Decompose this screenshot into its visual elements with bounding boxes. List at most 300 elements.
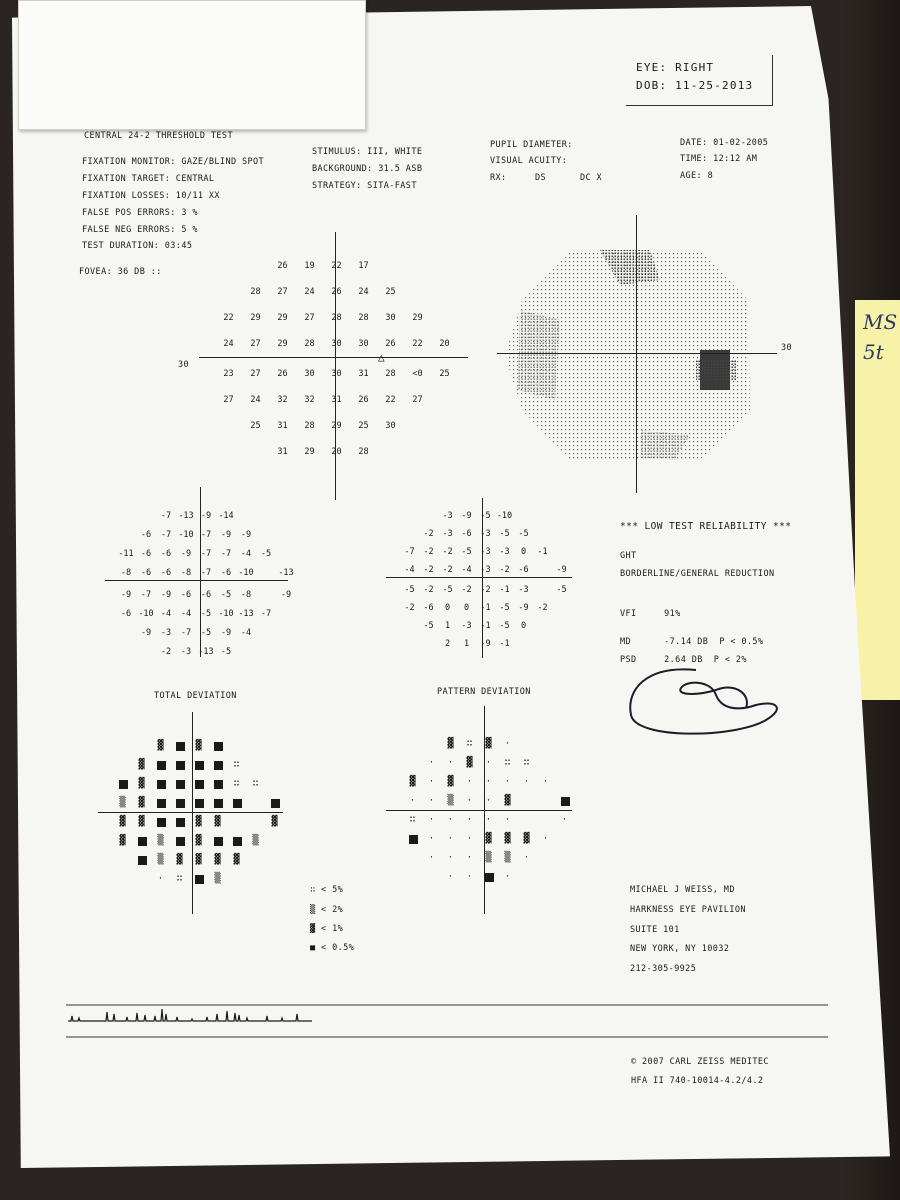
param-line: TEST DURATION: 03:45	[82, 241, 193, 251]
probability-normal-dot: ·	[466, 776, 473, 787]
threshold-value: 17	[358, 261, 369, 272]
pattern-deviation-value: -5	[442, 585, 453, 596]
vfi-value: VFI 91%	[620, 609, 681, 619]
total-deviation-value: -7	[260, 608, 272, 619]
probability-normal-dot: ·	[428, 795, 435, 806]
total-deviation-value: -9	[200, 510, 212, 521]
total-deviation-value: -5	[220, 646, 232, 657]
probability-normal-dot: ·	[523, 852, 530, 863]
probability-symbol: ▒	[447, 794, 454, 806]
threshold-value: 32	[277, 395, 288, 406]
pattern-deviation-value: -3	[480, 564, 491, 575]
probability-black-square	[119, 780, 128, 789]
ght-label: GHT	[620, 551, 637, 561]
probability-symbol: ▓	[504, 794, 511, 806]
probability-normal-dot: ·	[466, 852, 473, 863]
pattern-deviation-value: -5	[423, 621, 434, 632]
total-deviation-value: -7	[180, 627, 192, 638]
pattern-deviation-value: -4	[404, 564, 415, 575]
pattern-deviation-value: -1	[537, 546, 548, 557]
fovea-label: FOVEA: 36 DB ::	[79, 267, 162, 277]
probability-black-square	[176, 742, 185, 751]
probability-symbol: ∷	[252, 777, 259, 789]
probability-normal-dot: ·	[447, 852, 454, 863]
probability-symbol: ▓	[214, 853, 221, 865]
param-line: DATE: 01-02-2005	[680, 138, 769, 148]
probability-symbol: ▒	[157, 834, 164, 846]
gaze-tracking-strip	[66, 1004, 828, 1038]
total-deviation-value: -13	[178, 510, 194, 521]
grayscale-map	[500, 240, 770, 470]
probability-normal-dot: ·	[428, 852, 435, 863]
probability-black-square	[485, 873, 494, 882]
probability-black-square	[157, 818, 166, 827]
total-deviation-value: -6	[160, 548, 172, 559]
probability-normal-dot: ·	[542, 833, 549, 844]
pattern-deviation-value: -1	[499, 585, 510, 596]
total-deviation-value: -9	[280, 589, 292, 600]
probability-black-square	[157, 761, 166, 770]
total-deviation-value: -9	[180, 548, 192, 559]
threshold-value: 24	[304, 287, 315, 298]
threshold-value: 20	[439, 339, 450, 350]
total-deviation-value: -9	[240, 529, 252, 540]
threshold-value: 27	[223, 395, 234, 406]
param-line: TIME: 12:12 AM	[680, 154, 758, 164]
threshold-value: 27	[304, 313, 315, 324]
probability-symbol: ∷	[466, 737, 473, 749]
threshold-value: 25	[385, 287, 396, 298]
param-line: BACKGROUND: 31.5 ASB	[312, 164, 423, 174]
pattern-deviation-value: 2	[444, 639, 451, 650]
total-deviation-value: -9	[120, 589, 132, 600]
probability-black-square	[214, 837, 223, 846]
total-deviation-value: -3	[160, 627, 172, 638]
threshold-value: 28	[331, 313, 342, 324]
threshold-value: 27	[277, 287, 288, 298]
reliability-warning: *** LOW TEST RELIABILITY ***	[620, 521, 792, 532]
probability-symbol: ∷	[523, 756, 530, 768]
probability-symbol: ▒	[157, 853, 164, 865]
pattern-deviation-value: -5	[499, 621, 510, 632]
pattern-deviation-value: 1	[463, 639, 470, 650]
param-line: FALSE POS ERRORS: 3 %	[82, 208, 198, 218]
probability-black-square	[176, 761, 185, 770]
sticky-note-line: 5t	[863, 340, 884, 364]
threshold-value: 31	[358, 369, 369, 380]
probability-black-square	[233, 837, 242, 846]
probability-normal-dot: ·	[428, 833, 435, 844]
total-deviation-value: -4	[240, 548, 252, 559]
probability-black-square	[195, 761, 204, 770]
pattern-deviation-value: 0	[463, 603, 470, 614]
threshold-value: 29	[304, 447, 315, 458]
threshold-value: 19	[304, 261, 315, 272]
pattern-deviation-value: -1	[480, 603, 491, 614]
threshold-value: 30	[385, 421, 396, 432]
total-deviation-value: -7	[220, 548, 232, 559]
total-deviation-value: -13	[278, 567, 294, 578]
pattern-deviation-value: -3	[461, 621, 472, 632]
total-deviation-value: -6	[200, 589, 212, 600]
param-line: STRATEGY: SITA-FAST	[312, 181, 417, 191]
probability-black-square	[176, 780, 185, 789]
pattern-deviation-value: -3	[480, 546, 491, 557]
total-deviation-value: -5	[200, 627, 212, 638]
probability-symbol: ▓	[523, 832, 530, 844]
probability-symbol: ▓	[466, 756, 473, 768]
probability-normal-dot: ·	[504, 814, 511, 825]
probability-symbol: ▓	[195, 739, 202, 751]
probability-black-square	[195, 780, 204, 789]
total-deviation-value: -6	[120, 608, 132, 619]
threshold-value: 28	[358, 447, 369, 458]
probability-black-square	[195, 799, 204, 808]
total-dev-x-axis	[105, 580, 288, 581]
probability-black-square	[176, 837, 185, 846]
total-deviation-value: -9	[140, 627, 152, 638]
pattern-deviation-value: -3	[480, 528, 491, 539]
probability-normal-dot: ·	[447, 814, 454, 825]
pattern-deviation-value: -5	[499, 603, 510, 614]
probability-normal-dot: ·	[157, 873, 164, 884]
pattern-deviation-value: -5	[518, 528, 529, 539]
blind-spot-marker: △	[378, 351, 386, 364]
probability-symbol: ▒	[485, 851, 492, 863]
probability-black-square	[138, 837, 147, 846]
total-deviation-value: -7	[200, 529, 212, 540]
total-deviation-value: -6	[220, 567, 232, 578]
dob-label: DOB: 11-25-2013	[636, 79, 754, 92]
probability-normal-dot: ·	[466, 833, 473, 844]
threshold-value: 30	[331, 339, 342, 350]
probability-symbol: ▓	[271, 815, 278, 827]
pattern-deviation-value: -2	[404, 603, 415, 614]
pattern-deviation-value: -5	[461, 546, 472, 557]
pattern-deviation-value: -6	[423, 603, 434, 614]
probability-symbol: ▒	[504, 851, 511, 863]
threshold-value: 30	[331, 369, 342, 380]
threshold-value: 26	[358, 395, 369, 406]
probability-symbol: ▓	[138, 815, 145, 827]
grayscale-axis-label: 30	[781, 343, 793, 353]
probability-normal-dot: ·	[523, 776, 530, 787]
pattern-deviation-value: -2	[423, 564, 434, 575]
total-deviation-value: -6	[160, 567, 172, 578]
total-deviation-value: -7	[140, 589, 152, 600]
probability-symbol: ∷	[409, 813, 416, 825]
pattern-deviation-value: -2	[442, 564, 453, 575]
total-symbol-x-axis	[98, 812, 283, 813]
probability-normal-dot: ·	[485, 795, 492, 806]
probability-black-square	[561, 797, 570, 806]
pattern-deviation-value: -2	[423, 585, 434, 596]
threshold-value: 30	[358, 339, 369, 350]
threshold-value: 28	[385, 369, 396, 380]
total-deviation-value: -13	[198, 646, 214, 657]
threshold-value: 26	[331, 287, 342, 298]
probability-symbol: ▓	[447, 737, 454, 749]
threshold-value: 29	[250, 313, 261, 324]
probability-symbol: ∷	[504, 756, 511, 768]
pattern-deviation-value: -10	[496, 510, 513, 521]
test-name: CENTRAL 24-2 THRESHOLD TEST	[84, 131, 233, 141]
probability-normal-dot: ·	[466, 814, 473, 825]
threshold-value: 31	[277, 421, 288, 432]
threshold-value: 30	[385, 313, 396, 324]
pattern-deviation-value: 0	[520, 546, 527, 557]
paper-slip-overlay	[18, 0, 366, 130]
legend-item: ■ < 0.5%	[310, 943, 355, 953]
param-line: STIMULUS: III, WHITE	[312, 147, 423, 157]
threshold-value: 25	[358, 421, 369, 432]
threshold-value: 29	[277, 313, 288, 324]
threshold-value: 31	[331, 395, 342, 406]
total-deviation-value: -6	[140, 548, 152, 559]
threshold-y-axis	[335, 232, 336, 500]
threshold-value: 32	[304, 395, 315, 406]
total-deviation-value: -6	[180, 589, 192, 600]
total-deviation-label: TOTAL DEVIATION	[154, 691, 237, 701]
probability-normal-dot: ·	[504, 738, 511, 749]
param-line: RX:	[490, 173, 507, 183]
probability-normal-dot: ·	[504, 776, 511, 787]
probability-normal-dot: ·	[447, 757, 454, 768]
probability-black-square	[176, 799, 185, 808]
param-line: VISUAL ACUITY:	[490, 156, 568, 166]
threshold-value: 27	[412, 395, 423, 406]
total-deviation-value: -13	[238, 608, 254, 619]
total-deviation-value: -7	[200, 548, 212, 559]
total-deviation-value: -8	[120, 567, 132, 578]
pattern-deviation-value: -2	[480, 585, 491, 596]
probability-symbol: ∷	[176, 872, 183, 884]
threshold-value: 22	[412, 339, 423, 350]
probability-symbol: ▓	[447, 775, 454, 787]
probability-symbol: ▓	[138, 796, 145, 808]
threshold-value: 29	[412, 313, 423, 324]
legend-item: ▓ < 1%	[310, 924, 344, 934]
threshold-value: 30	[304, 369, 315, 380]
legend-item: ▒ < 2%	[310, 905, 344, 915]
probability-normal-dot: ·	[428, 776, 435, 787]
device-model: HFA II 740-10014-4.2/4.2	[631, 1076, 764, 1086]
param-line: FALSE NEG ERRORS: 5 %	[82, 225, 198, 235]
sticky-note-line: MS	[863, 310, 898, 334]
pattern-deviation-value: 0	[520, 621, 527, 632]
threshold-value: 24	[358, 287, 369, 298]
pattern-dev-y-axis	[482, 498, 483, 658]
probability-normal-dot: ·	[485, 814, 492, 825]
threshold-value: <0	[412, 369, 423, 380]
total-deviation-value: -6	[140, 529, 152, 540]
probability-normal-dot: ·	[485, 776, 492, 787]
total-deviation-value: -2	[160, 646, 172, 657]
probability-symbol: ▓	[195, 815, 202, 827]
threshold-value: 22	[223, 313, 234, 324]
total-deviation-value: -7	[160, 510, 172, 521]
probability-normal-dot: ·	[561, 814, 568, 825]
total-deviation-value: -10	[238, 567, 254, 578]
sticky-note	[855, 300, 900, 700]
threshold-value: 22	[331, 261, 342, 272]
probability-normal-dot: ·	[428, 757, 435, 768]
probability-black-square	[157, 799, 166, 808]
param-line: AGE: 8	[680, 171, 714, 181]
threshold-value: 25	[250, 421, 261, 432]
probability-symbol: ▓	[195, 853, 202, 865]
probability-symbol: ▓	[485, 832, 492, 844]
pattern-deviation-value: -9	[480, 639, 491, 650]
probability-symbol: ▒	[252, 834, 259, 846]
pattern-deviation-label: PATTERN DEVIATION	[437, 687, 531, 697]
probability-normal-dot: ·	[504, 871, 511, 882]
threshold-value: 26	[277, 261, 288, 272]
threshold-x-axis	[199, 357, 468, 358]
probability-black-square	[157, 780, 166, 789]
probability-symbol: ▓	[214, 815, 221, 827]
pattern-deviation-value: -3	[499, 546, 510, 557]
grayscale-y-axis	[636, 215, 637, 493]
total-deviation-value: -9	[220, 529, 232, 540]
probability-symbol: ▓	[504, 832, 511, 844]
pattern-symbol-x-axis	[386, 810, 572, 811]
pattern-deviation-value: -2	[423, 546, 434, 557]
total-deviation-value: -7	[160, 529, 172, 540]
total-deviation-value: -10	[178, 529, 194, 540]
pattern-deviation-value: -1	[480, 621, 491, 632]
threshold-value: 29	[331, 421, 342, 432]
pattern-deviation-value: -7	[404, 546, 415, 557]
param-line: FIXATION MONITOR: GAZE/BLIND SPOT	[82, 157, 265, 167]
probability-symbol: ▓	[119, 815, 126, 827]
pattern-deviation-value: -9	[518, 603, 529, 614]
probability-symbol: ▓	[485, 737, 492, 749]
probability-black-square	[409, 835, 418, 844]
probability-symbol: ∷	[233, 777, 240, 789]
pattern-deviation-value: -2	[537, 603, 548, 614]
threshold-value: 24	[250, 395, 261, 406]
total-deviation-value: -8	[240, 589, 252, 600]
md-value: MD -7.14 DB P < 0.5%	[620, 637, 764, 647]
threshold-value: 20	[331, 447, 342, 458]
probability-normal-dot: ·	[447, 871, 454, 882]
probability-normal-dot: ·	[485, 757, 492, 768]
probability-normal-dot: ·	[542, 776, 549, 787]
pattern-deviation-value: -5	[556, 585, 567, 596]
total-deviation-value: -5	[200, 608, 212, 619]
probability-symbol: ▒	[119, 796, 126, 808]
probability-black-square	[233, 799, 242, 808]
threshold-value: 25	[439, 369, 450, 380]
probability-normal-dot: ·	[428, 814, 435, 825]
probability-black-square	[138, 856, 147, 865]
probability-black-square	[214, 780, 223, 789]
param-line: DC X	[580, 173, 603, 183]
probability-symbol: ▓	[233, 853, 240, 865]
probability-symbol: ▓	[195, 834, 202, 846]
psd-value: PSD 2.64 DB P < 2%	[620, 655, 747, 665]
total-deviation-value: -10	[138, 608, 154, 619]
total-deviation-value: -4	[240, 627, 252, 638]
probability-black-square	[214, 799, 223, 808]
doctor-line: 212-305-9925	[630, 964, 697, 974]
pattern-dev-x-axis	[386, 577, 572, 578]
threshold-value: 27	[250, 369, 261, 380]
total-deviation-value: -6	[140, 567, 152, 578]
param-line: PUPIL DIAMETER:	[490, 140, 573, 150]
pattern-deviation-value: -6	[461, 528, 472, 539]
probability-symbol: ▒	[214, 872, 221, 884]
threshold-axis-label: 30	[178, 360, 190, 370]
threshold-value: 24	[223, 339, 234, 350]
pattern-deviation-value: 1	[444, 621, 451, 632]
total-deviation-value: -11	[118, 548, 134, 559]
total-deviation-value: -10	[218, 608, 234, 619]
doctor-line: SUITE 101	[630, 925, 680, 935]
total-deviation-value: -9	[160, 589, 172, 600]
threshold-value: 29	[277, 339, 288, 350]
pattern-deviation-value: 0	[444, 603, 451, 614]
total-deviation-value: -14	[218, 510, 234, 521]
probability-black-square	[271, 799, 280, 808]
probability-normal-dot: ·	[466, 871, 473, 882]
pattern-deviation-value: -2	[499, 564, 510, 575]
pattern-deviation-value: -9	[461, 510, 472, 521]
param-line: FIXATION TARGET: CENTRAL	[82, 174, 215, 184]
probability-normal-dot: ·	[466, 795, 473, 806]
total-deviation-value: -4	[160, 608, 172, 619]
pattern-deviation-value: -2	[461, 585, 472, 596]
threshold-value: 26	[277, 369, 288, 380]
param-line: DS	[535, 173, 547, 183]
threshold-value: 23	[223, 369, 234, 380]
threshold-value: 22	[385, 395, 396, 406]
handwritten-signature	[626, 660, 786, 740]
pattern-deviation-value: -6	[518, 564, 529, 575]
threshold-value: 28	[304, 421, 315, 432]
probability-black-square	[195, 875, 204, 884]
eye-label: EYE: RIGHT	[636, 61, 715, 74]
probability-symbol: ▓	[138, 758, 145, 770]
threshold-value: 27	[250, 339, 261, 350]
grayscale-x-axis	[497, 353, 777, 354]
pattern-deviation-value: -1	[499, 639, 510, 650]
probability-symbol: ▓	[138, 777, 145, 789]
doctor-line: HARKNESS EYE PAVILION	[630, 905, 746, 915]
probability-symbol: ∷	[233, 758, 240, 770]
pattern-deviation-value: -4	[461, 564, 472, 575]
doctor-line: NEW YORK, NY 10032	[630, 944, 730, 954]
probability-normal-dot: ·	[447, 833, 454, 844]
probability-symbol: ▓	[157, 739, 164, 751]
probability-black-square	[176, 818, 185, 827]
probability-symbol: ▓	[409, 775, 416, 787]
probability-symbol: ▓	[176, 853, 183, 865]
threshold-value: 26	[385, 339, 396, 350]
doctor-line: MICHAEL J WEISS, MD	[630, 885, 735, 895]
pattern-deviation-value: -3	[442, 528, 453, 539]
probability-symbol: ▓	[119, 834, 126, 846]
total-deviation-value: -4	[180, 608, 192, 619]
probability-black-square	[214, 761, 223, 770]
param-line: FIXATION LOSSES: 10/11 XX	[82, 191, 220, 201]
total-deviation-value: -5	[220, 589, 232, 600]
pattern-deviation-value: -3	[518, 585, 529, 596]
copyright: © 2007 CARL ZEISS MEDITEC	[631, 1057, 769, 1067]
total-deviation-value: -9	[220, 627, 232, 638]
total-deviation-value: -8	[180, 567, 192, 578]
